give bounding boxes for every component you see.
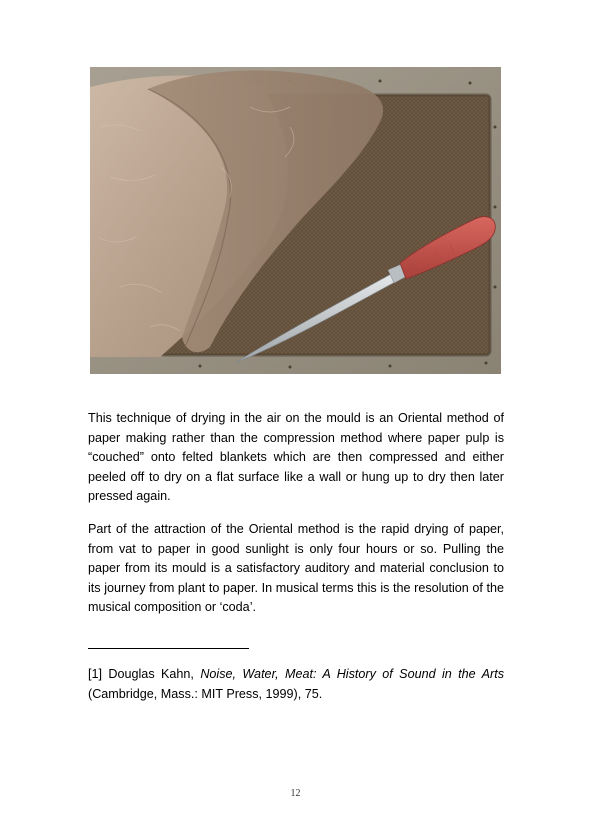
photo-paper-peeled-from-mould bbox=[90, 67, 501, 374]
footnote-marker: [1] bbox=[88, 667, 103, 681]
page-number: 12 bbox=[290, 788, 301, 799]
footnote-separator bbox=[88, 648, 249, 649]
paragraph-oriental-method: This technique of drying in the air on the mould is an Oriental method of paper making rather than the compression method where paper pulp is “couched” onto felted blankets which are then compressed and either peeled off to dry on a flat surface like a wall or hung up to dry then later pressed again. bbox=[88, 411, 504, 504]
footnote-publication: (Cambridge, Mass.: MIT Press, 1999), 75. bbox=[88, 686, 323, 701]
footnote bbox=[88, 665, 504, 704]
footnote-author: Douglas Kahn, bbox=[102, 667, 201, 681]
paragraph-attraction: Part of the attraction of the Oriental method is the rapid drying of paper, from vat to paper in good sunlight is only four hours or so. Pulling the paper from its mould is a satisfactory auditory and material conclusion to its journey from plant to paper. In musical terms this is the resolution of the musical composition or ‘coda’. bbox=[88, 522, 504, 615]
footnote-title: Noise, Water, Meat: A History of Sound in the Arts bbox=[200, 667, 504, 681]
